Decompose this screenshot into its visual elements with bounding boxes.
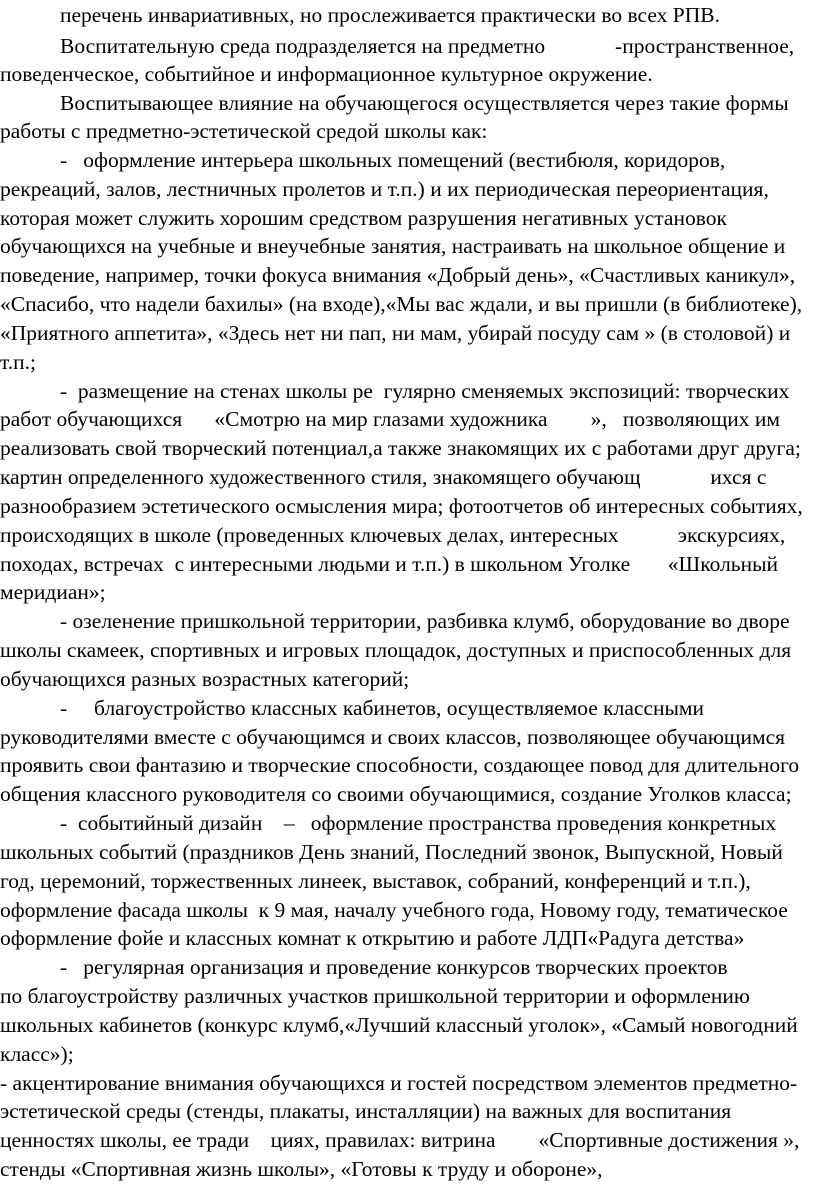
text-line: происходящих в школе (проведенных ключевых делах, интересных экскурсиях,: [0, 523, 786, 547]
text-line: - благоустройство классных кабинетов, осуществляемое классными: [60, 696, 705, 720]
text-line: рекреаций, залов, лестничных пролетов и т.п.) и их периодическая переориентация,: [0, 177, 769, 201]
text-line: - оформление интерьера школьных помещений (вестибюля, коридоров,: [60, 148, 726, 172]
text-line: класс»);: [0, 1042, 74, 1066]
text-line: т.п.;: [0, 350, 37, 374]
text-line: стенды «Спортивная жизнь школы», «Готовы к труду и обороне»,: [0, 1157, 603, 1181]
text-line: школьных событий (праздников День знаний, Последний звонок, Выпускной, Новый: [0, 840, 783, 864]
text-line: походах, встречах с интересными людьми и т.п.) в школьном Уголке «Школьный: [0, 552, 779, 576]
text-line: школьных кабинетов (конкурс клумб,«Лучший классный уголок», «Самый новогодний: [0, 1013, 798, 1037]
text-line: - озеленение пришкольной территории, разбивка клумб, оборудование во дворе: [60, 609, 790, 633]
text-line: эстетической среды (стенды, плакаты, инсталляции) на важных для воспитания: [0, 1099, 732, 1123]
text-line: - акцентирование внимания обучающихся и гостей посредством элементов предметно-: [0, 1071, 798, 1095]
text-line: перечень инвариативных, но прослеживается практически во всех РПВ.: [60, 3, 720, 27]
text-line: Воспитывающее влияние на обучающегося осуществляется через такие формы: [60, 91, 789, 115]
text-line: - событийный дизайн – оформление пространства проведения конкретных: [60, 811, 777, 835]
text-line: поведенческое, событийное и информационное культурное окружение.: [0, 62, 653, 86]
text-line: по благоустройству различных участков пришкольной территории и оформлению: [0, 984, 750, 1008]
text-line: - размещение на стенах школы ре гулярно сменяемых экспозиций: творческих: [60, 379, 790, 403]
text-line: картин определенного художественного стиля, знакомящего обучающ ихся с: [0, 465, 767, 489]
text-line: работы с предметно-эстетической средой школы как:: [0, 119, 488, 143]
text-line: обучающихся разных возрастных категорий;: [0, 667, 410, 691]
text-line: руководителями вместе с обучающимся и своих классов, позволяющее обучающимся: [0, 725, 786, 749]
text-line: оформление фасада школы к 9 мая, началу учебного года, Новому году, тематическое: [0, 898, 788, 922]
text-line: поведение, например, точки фокуса внимания «Добрый день», «Счастливых каникул»,: [0, 263, 796, 287]
text-line: меридиан»;: [0, 580, 106, 604]
text-line: проявить свои фантазию и творческие способности, создающее повод для длительного: [0, 753, 800, 777]
text-line: - регулярная организация и проведение конкурсов творческих проектов: [60, 955, 728, 979]
text-line: «Приятного аппетита», «Здесь нет ни пап, ни мам, убирай посуду сам » (в столовой) и: [0, 321, 791, 345]
text-line: общения классного руководителя со своими обучающимися, создание Уголков класса;: [0, 782, 792, 806]
text-line: «Спасибо, что надели бахилы» (на входе),«Мы вас ждали, и вы пришли (в библиотеке),: [0, 292, 803, 316]
text-line: Воспитательную среда подразделяется на предметно -пространственное,: [60, 34, 795, 58]
text-line: школы скамеек, спортивных и игровых площадок, доступных и приспособленных для: [0, 638, 792, 662]
text-line: разнообразием эстетического осмысления мира; фотоотчетов об интересных событиях,: [0, 494, 803, 518]
text-line: обучающихся на учебные и внеучебные занятия, настраивать на школьное общение и: [0, 234, 786, 258]
text-line: работ обучающихся «Смотрю на мир глазами художника », позволяющих им: [0, 407, 781, 431]
text-line: которая может служить хорошим средством разрушения негативных установок: [0, 206, 727, 230]
text-line: оформление фойе и классных комнат к открытию и работе ЛДП«Радуга детства»: [0, 926, 745, 950]
text-line: год, церемоний, торжественных линеек, выставок, собраний, конференций и т.п.),: [0, 869, 751, 893]
text-line: реализовать свой творческий потенциал,а также знакомящих их с работами друг друга;: [0, 436, 801, 460]
text-line: ценностях школы, ее тради циях, правилах: витрина «Спортивные достижения »,: [0, 1128, 800, 1152]
